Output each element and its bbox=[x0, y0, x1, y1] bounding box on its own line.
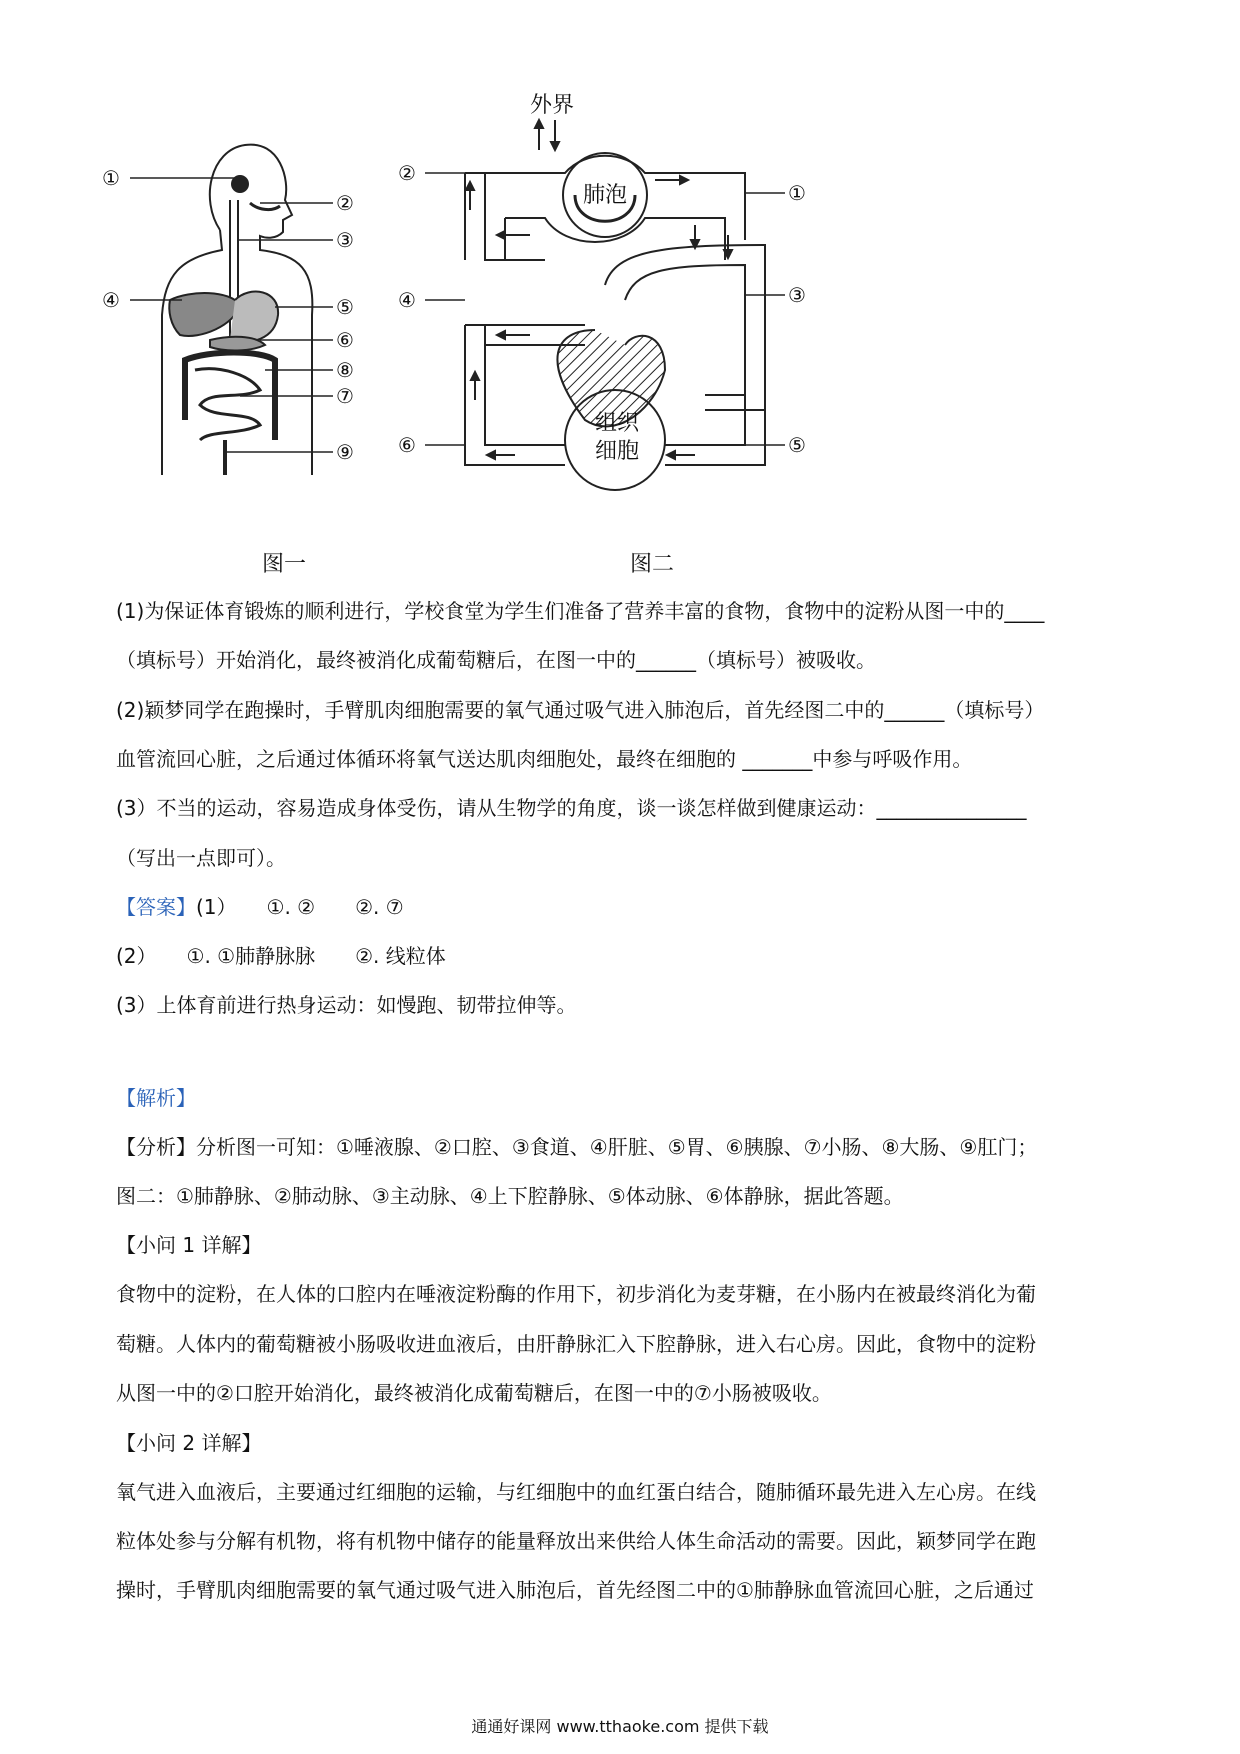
tissue-label-1: 组织 bbox=[595, 411, 640, 436]
subquestion-1-line-3: 从图一中的②口腔开始消化，最终被消化成葡萄糖后，在图一中的⑦小肠被吸收。 bbox=[116, 1381, 832, 1405]
alveolus-label: 肺泡 bbox=[583, 183, 628, 208]
figure2-caption: 图二 bbox=[630, 552, 675, 577]
tissue-label-2: 细胞 bbox=[595, 439, 640, 464]
answer-1-text: (1） ①. ② ②. ⑦ bbox=[196, 895, 404, 919]
subquestion-2-line-1: 氧气进入血液后，主要通过红细胞的运输，与红细胞中的血红蛋白结合，随肺循环最先进入左心房。在线 bbox=[116, 1480, 1036, 1504]
question-3-line-2: （写出一点即可）。 bbox=[116, 846, 286, 870]
fig1-label-5: ⑤ bbox=[336, 295, 354, 319]
subquestion-2-line-2: 粒体处参与分解有机物，将有机物中储存的能量释放出来供给人体生命活动的需要。因此，颖梦同学在跑 bbox=[116, 1529, 1036, 1553]
question-1-line-1: (1)为保证体育锻炼的顺利进行，学校食堂为学生们准备了营养丰富的食物，食物中的淀粉从图一中的____ bbox=[116, 599, 1045, 623]
page-footer: 通通好课网 www.tthaoke.com 提供下载 bbox=[471, 1717, 769, 1736]
analysis-fenxi-2: 图二：①肺静脉、②肺动脉、③主动脉、④上下腔静脉、⑤体动脉、⑥体静脉，据此答题。 bbox=[116, 1184, 904, 1208]
subquestion-2-line-3: 操时，手臂肌肉细胞需要的氧气通过吸气进入肺泡后，首先经图二中的①肺静脉血管流回心脏，之后通过 bbox=[116, 1578, 1034, 1602]
fig2-label-5: ⑤ bbox=[788, 433, 806, 457]
fig1-label-3: ③ bbox=[336, 228, 354, 252]
fig2-label-3: ③ bbox=[788, 283, 806, 307]
fig1-label-1: ① bbox=[102, 166, 120, 190]
answer-2: (2） ①. ①肺静脉脉 ②. 线粒体 bbox=[116, 944, 446, 968]
subquestion-1-line-1: 食物中的淀粉，在人体的口腔内在唾液淀粉酶的作用下，初步消化为麦芽糖，在小肠内在被最终消化为葡 bbox=[116, 1282, 1036, 1306]
fig1-label-9: ⑨ bbox=[336, 440, 354, 464]
answer-3: (3）上体育前进行热身运动：如慢跑、韧带拉伸等。 bbox=[116, 993, 577, 1017]
subquestion-2-title: 【小问 2 详解】 bbox=[116, 1431, 262, 1455]
fig1-label-6: ⑥ bbox=[336, 328, 354, 352]
figure-circulation-diagram bbox=[398, 90, 865, 530]
question-2-line-2: 血管流回心脏，之后通过体循环将氧气送达肌肉细胞处，最终在细胞的 _______中参与呼吸作用。 bbox=[116, 747, 973, 771]
analysis-tag: 【解析】 bbox=[116, 1086, 196, 1110]
fig1-label-2: ② bbox=[336, 191, 354, 215]
answer-tag: 【答案】 bbox=[116, 895, 196, 919]
figure-digestive-system bbox=[100, 140, 410, 520]
fig2-label-2: ② bbox=[398, 161, 416, 185]
subquestion-1-title: 【小问 1 详解】 bbox=[116, 1233, 262, 1257]
fig1-label-4: ④ bbox=[102, 288, 120, 312]
subquestion-1-line-2: 萄糖。人体内的葡萄糖被小肠吸收进血液后，由肝静脉汇入下腔静脉，进入右心房。因此，食物中的淀粉 bbox=[116, 1332, 1036, 1356]
fig1-label-8: ⑧ bbox=[336, 358, 354, 382]
question-1-line-2: （填标号）开始消化，最终被消化成葡萄糖后，在图一中的______（填标号）被吸收。 bbox=[116, 648, 876, 672]
outside-label: 外界 bbox=[530, 93, 575, 118]
fig2-label-6: ⑥ bbox=[398, 433, 416, 457]
answer-1 bbox=[116, 894, 1126, 920]
figure1-caption: 图一 bbox=[262, 552, 307, 577]
fig2-label-4: ④ bbox=[398, 288, 416, 312]
fig2-label-1: ① bbox=[788, 181, 806, 205]
question-2-line-1: (2)颖梦同学在跑操时，手臂肌肉细胞需要的氧气通过吸气进入肺泡后，首先经图二中的______（填标号） bbox=[116, 698, 1045, 722]
fig1-label-7: ⑦ bbox=[336, 384, 354, 408]
analysis-fenxi-1: 【分析】分析图一可知：①唾液腺、②口腔、③食道、④肝脏、⑤胃、⑥胰腺、⑦小肠、⑧大肠、⑨肛门； bbox=[116, 1135, 1038, 1159]
question-3-line-1: (3）不当的运动，容易造成身体受伤，请从生物学的角度，谈一谈怎样做到健康运动：_______________ bbox=[116, 796, 1027, 820]
